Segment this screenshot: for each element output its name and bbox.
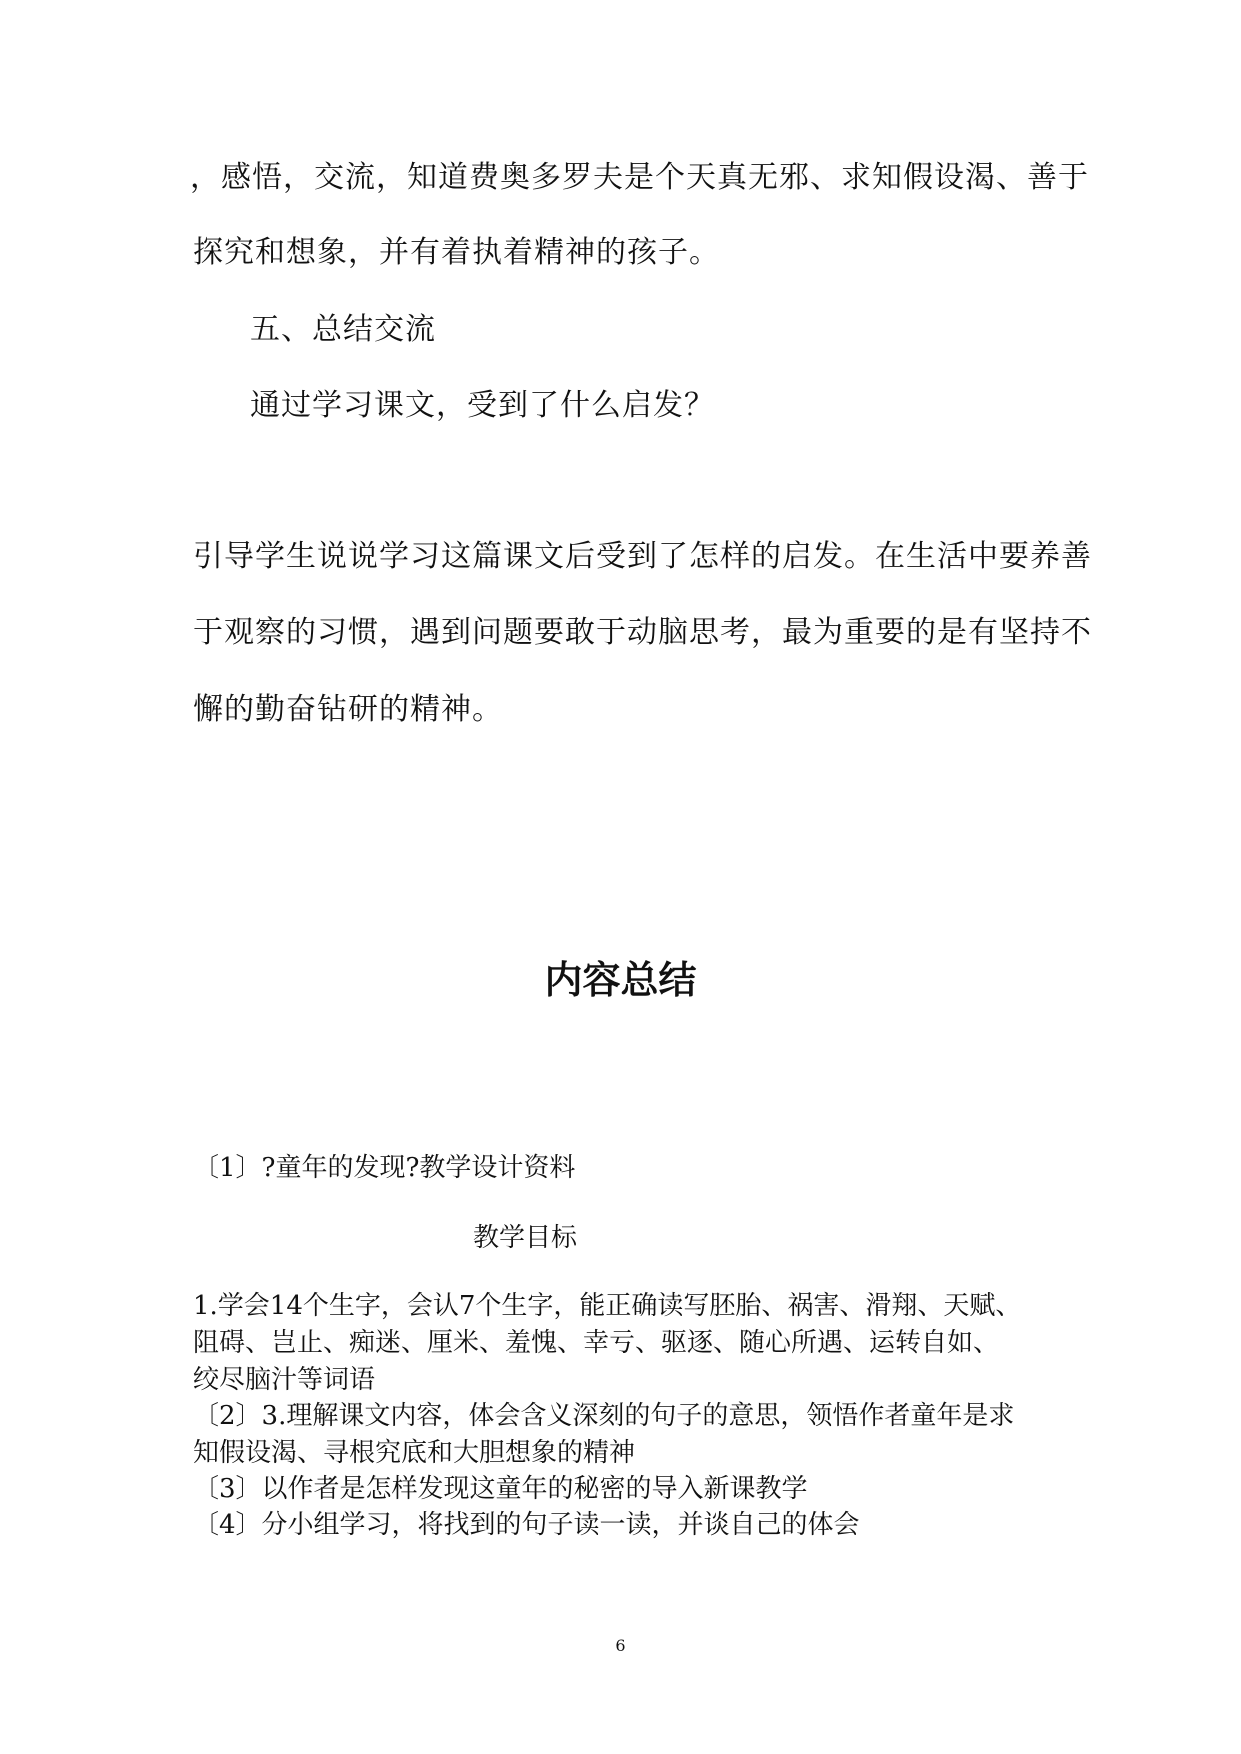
summary-item: 〔2〕3.理解课文内容，体会含义深刻的句子的意思，领悟作者童年是求 xyxy=(193,1401,1015,1431)
paragraph-line: 于观察的习惯，遇到问题要敢于动脑思考，最为重要的是有坚持不 xyxy=(193,615,1092,650)
summary-item: 〔3〕以作者是怎样发现这童年的秘密的导入新课教学 xyxy=(193,1474,808,1504)
summary-item: 〔1〕?童年的发现?教学设计资料 xyxy=(193,1153,576,1183)
page-number: 6 xyxy=(615,1636,626,1655)
paragraph-line: 探究和想象，并有着执着精神的孩子。 xyxy=(193,235,720,270)
paragraph-line: 通过学习课文，受到了什么启发？ xyxy=(250,388,715,423)
paragraph-line: 引导学生说说学习这篇课文后受到了怎样的启发。在生活中要养善 xyxy=(193,539,1092,574)
section-heading-summary: 五、总结交流 xyxy=(250,312,436,347)
teaching-goals-title: 教学目标 xyxy=(473,1223,578,1253)
paragraph-line: ，感悟，交流，知道费奥多罗夫是个天真无邪、求知假设渴、善于 xyxy=(190,160,1089,195)
summary-item: 绞尽脑汁等词语 xyxy=(193,1365,376,1395)
paragraph-line: 懈的勤奋钻研的精神。 xyxy=(193,692,503,727)
summary-item: 知假设渴、寻根究底和大胆想象的精神 xyxy=(193,1438,636,1468)
summary-item: 〔4〕分小组学习，将找到的句子读一读，并谈自己的体会 xyxy=(193,1510,860,1540)
summary-item: 1.学会14个生字，会认7个生字，能正确读写胚胎、祸害、滑翔、天赋、 xyxy=(193,1291,1022,1321)
content-summary-heading: 内容总结 xyxy=(544,958,697,1002)
summary-item: 阻碍、岂止、痴迷、厘米、羞愧、幸亏、驱逐、随心所遇、运转自如、 xyxy=(193,1328,1000,1358)
